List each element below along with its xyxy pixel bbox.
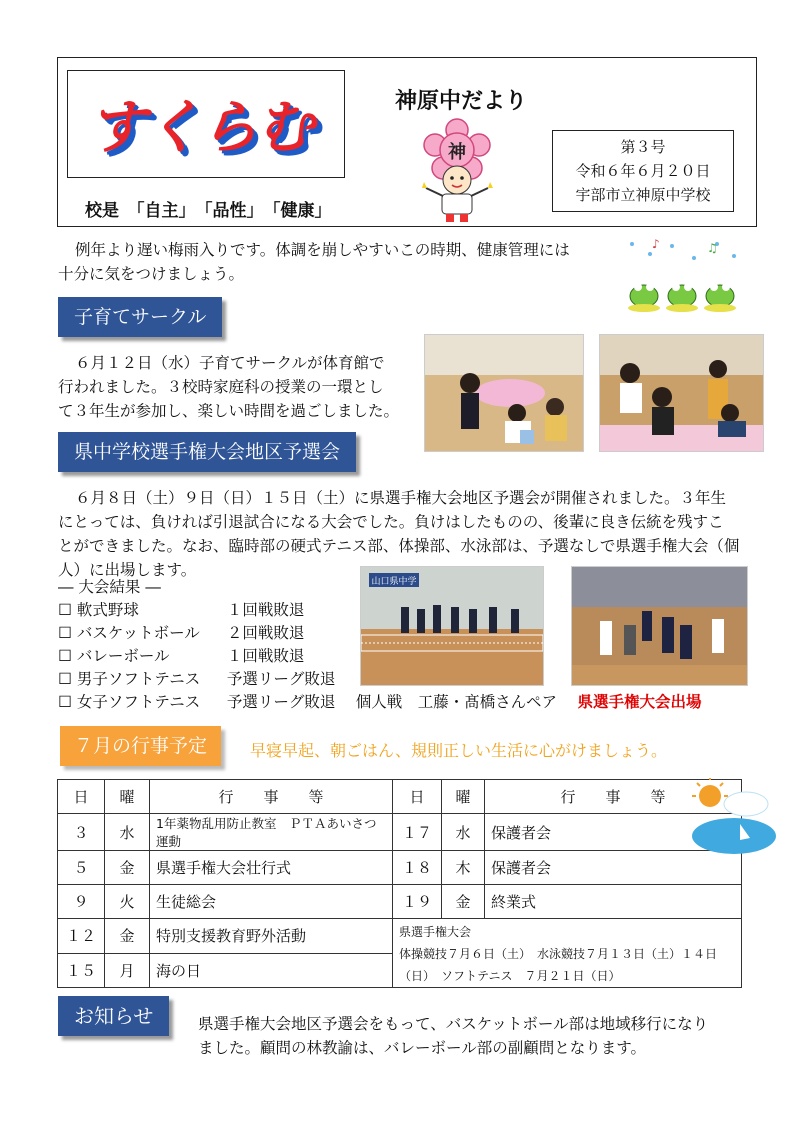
tournament-line-4: 人）に出場します。 <box>58 561 197 579</box>
intro-line-2: 十分に気をつけましょう。 <box>58 265 245 283</box>
result-row: ☐ 男子ソフトテニス 予選リーグ敗退 <box>58 670 336 688</box>
section-title-tournament: 県中学校選手権大会地区予選会 <box>58 432 356 472</box>
issue-info-box <box>552 130 734 212</box>
rain-frogs-illustration <box>622 236 744 314</box>
paper-title: 神原中だより <box>395 89 528 114</box>
col-header-day: 日 <box>58 780 105 814</box>
tournament-line-1: ６月８日（土）９日（日）１５日（土）に県選手権大会地区予選会が開催されました。３年生 <box>75 489 727 507</box>
section-title-kosodate: 子育てサークル <box>58 297 222 337</box>
result-row: ☐ 軟式野球 １回戦敗退 <box>58 601 305 619</box>
mascot-char: 神 <box>448 142 466 163</box>
notice-line-2: ました。顧問の林教諭は、バレーボール部の副顧問となります。 <box>198 1039 646 1057</box>
school-motto: 校是 「自主」 「品性」 「健康」 <box>85 201 332 221</box>
section-title-july: ７月の行事予定 <box>60 726 221 766</box>
results-header: ― 大会結果 ― <box>58 578 161 596</box>
tournament-line-2: にとっては、負ければ引退試合になる大会でした。負けはしたものの、後輩に良き伝統を残すこ <box>58 513 724 531</box>
col-header-dow: 曜 <box>442 780 485 814</box>
col-header-day: 日 <box>393 780 442 814</box>
photo-softtennis <box>360 566 544 686</box>
table-header-row <box>58 780 742 814</box>
summer-sea-illustration <box>690 778 776 858</box>
result-row: ☐ バスケットボール ２回戦敗退 <box>58 624 305 642</box>
school-name: 宇部市立神原中学校 <box>575 186 711 204</box>
july-schedule-table <box>57 779 742 988</box>
note-line-1: 体操競技７月６日（土） 水泳競技７月１３日（土）１４日 <box>399 947 718 961</box>
svg-text:♪: ♪ <box>652 237 660 251</box>
table-row: ５ 金 県選手権大会壮行式 １８ 木 保護者会 <box>58 851 742 885</box>
photo-kosodate-1 <box>424 334 584 452</box>
kosodate-line-1: ６月１２日（水）子育てサークルが体育館で <box>75 354 385 372</box>
photo-basketball <box>571 566 748 686</box>
table-row: １５ 月 海の日 <box>58 953 742 988</box>
col-header-event: 行 事 等 <box>485 780 742 814</box>
photo-banner-text: 山口県中学 <box>371 577 417 587</box>
issue-date: 令和６年６月２０日 <box>575 162 711 180</box>
section-title-notice: お知らせ <box>58 996 169 1036</box>
photo-kosodate-2 <box>599 334 764 452</box>
intro-line-1: 例年より遅い梅雨入りです。体調を崩しやすいこの時期、健康管理には <box>75 241 570 259</box>
result-row: ☐ 女子ソフトテニス 予選リーグ敗退 個人戦 工藤・髙橋さんペア 県選手権大会出場 <box>58 693 702 711</box>
individual-result: 個人戦 工藤・髙橋さんペア <box>355 693 557 711</box>
kosodate-line-2: 行われました。３校時家庭科の授業の一環とし <box>58 378 384 396</box>
july-slogan: 早寝早起、朝ごはん、規則正しい生活に心がけましょう。 <box>250 741 667 760</box>
kosodate-line-3: て３年生が参加し、楽しい時間を過ごしました。 <box>58 402 400 420</box>
mascot-illustration <box>418 118 496 224</box>
col-header-dow: 曜 <box>105 780 150 814</box>
result-row: ☐ バレーボール １回戦敗退 <box>58 647 305 665</box>
col-header-event: 行 事 等 <box>150 780 393 814</box>
prefectural-note <box>393 919 742 988</box>
tournament-line-3: とができました。なお、臨時部の硬式テニス部、体操部、水泳部は、予選なしで県選手権大会（個 <box>58 537 740 555</box>
notice-line-1: 県選手権大会地区予選会をもって、バスケットボール部は地域移行になり <box>198 1015 709 1033</box>
table-row: ９ 火 生徒総会 １９ 金 終業式 <box>58 885 742 919</box>
note-line-2: （日） ソフトテニス ７月２１日（日） <box>399 969 621 983</box>
svg-text:♫: ♫ <box>707 241 718 255</box>
issue-number: 第３号 <box>620 138 666 156</box>
logo-text: すくらむ <box>88 93 313 161</box>
table-row: １２ 金 特別支援教育野外活動 県選手権大会 体操競技７月６日（土） 水泳競技７月１３日（土）１４日 （日） ソフトテニス ７月２１日（日） <box>58 919 742 954</box>
note-title: 県選手権大会 <box>399 925 472 939</box>
individual-highlight: 県選手権大会出場 <box>577 693 702 711</box>
table-row: ３ 水 1年薬物乱用防止教室 ＰＴＡあいさつ運動 １７ 水 保護者会 <box>58 814 742 851</box>
